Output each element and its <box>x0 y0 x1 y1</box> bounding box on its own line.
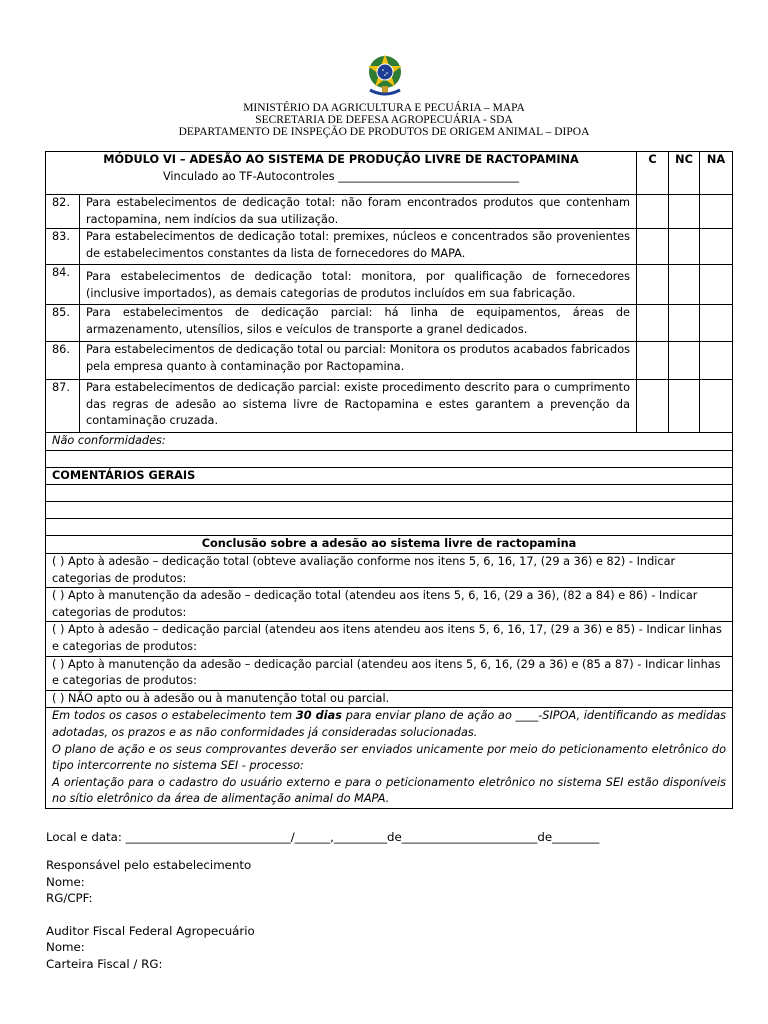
module-header-row <box>46 152 733 195</box>
conclusion-note <box>46 708 733 809</box>
ministry-heading: MINISTÉRIO DA AGRICULTURA E PECUÁRIA – MAPA <box>243 102 525 114</box>
department-heading: DEPARTAMENTO DE INSPEÇÃO DE PRODUTOS DE ORIGEM ANIMAL – DIPOA <box>178 126 590 138</box>
checklist-item-86 <box>46 342 733 380</box>
check-cell-na[interactable] <box>700 229 733 265</box>
column-na-header: NA <box>700 152 733 195</box>
deadline-days: 30 dias <box>295 709 342 723</box>
conclusion-option <box>46 656 733 690</box>
item-text: Para estabelecimentos de dedicação total: não foram encontrados produtos que contenham ractopamina, nem indícios da sua utilização. <box>80 195 637 229</box>
comments-header-row <box>46 467 733 485</box>
item-number: 82. <box>46 195 80 229</box>
comments-line <box>46 519 733 536</box>
local-date-line[interactable]: Local e data: ____________________________/______,_________de_______________________de________ <box>46 830 600 844</box>
comments-line <box>46 485 733 502</box>
item-number: 87. <box>46 380 80 433</box>
non-conformities-row <box>46 433 733 451</box>
non-conformities-label: Não conformidades: <box>46 433 733 451</box>
conclusion-option-text[interactable]: ( ) Apto à adesão – dedicação total (obteve avaliação conforme nos itens 5, 6, 16, 17, (29 a 36) e 82) - Indicar categorias de produtos: <box>46 553 733 587</box>
module-title: MÓDULO VI – ADESÃO AO SISTEMA DE PRODUÇÃO LIVRE DE RACTOPAMINA <box>103 153 579 166</box>
conclusion-option <box>46 588 733 622</box>
item-text: Para estabelecimentos de dedicação parcial: existe procedimento descrito para o cumprimento das regras de adesão ao sistema livre de Ractopamina e estes garantem a prevenção da contaminação cruzada. <box>80 380 637 433</box>
item-text: Para estabelecimentos de dedicação parcial: há linha de equipamentos, áreas de armazenamento, utensílios, silos e veículos de transporte a granel dedicados. <box>80 305 637 342</box>
item-number: 85. <box>46 305 80 342</box>
check-cell-na[interactable] <box>700 380 733 433</box>
conclusion-option-text[interactable]: ( ) NÃO apto ou à adesão ou à manutenção total ou parcial. <box>46 690 733 708</box>
comments-line <box>46 502 733 519</box>
deadline-note-text: para enviar plano de ação ao ____-SIPOA, identificando as medidas adotadas, os prazos e as não conformidades já consideradas solucionadas. <box>52 709 727 739</box>
check-cell-nc[interactable] <box>669 195 700 229</box>
conclusion-option-text[interactable]: ( ) Apto à adesão – dedicação parcial (atendeu aos itens atendeu aos itens 5, 6, 16, 17, (29 a 36) e 85) - Indicar linhas e categorias de produtos: <box>46 622 733 656</box>
coat-of-arms-emblem <box>364 52 406 100</box>
conclusion-option-text[interactable]: ( ) Apto à manutenção da adesão – dedicação parcial (atendeu aos itens 5, 6, 16, (29 a 36) e (85 a 87) - Indicar linhas e categorias de produtos: <box>46 656 733 690</box>
module-subtitle: Vinculado ao TF-Autocontroles ________________________________ <box>162 169 520 183</box>
responsible-rg-cpf-field[interactable]: RG/CPF: <box>46 891 93 905</box>
conclusion-option <box>46 553 733 587</box>
column-c-header: C <box>637 152 669 195</box>
conclusion-note-row <box>46 708 733 809</box>
auditor-fiscal-card-field[interactable]: Carteira Fiscal / RG: <box>46 957 163 971</box>
auditor-label: Auditor Fiscal Federal Agropecuário <box>46 924 255 938</box>
check-cell-c[interactable] <box>637 342 669 380</box>
check-cell-c[interactable] <box>637 229 669 265</box>
responsible-label: Responsável pelo estabelecimento <box>46 858 252 872</box>
item-text: Para estabelecimentos de dedicação total: monitora, por qualificação de fornecedores (inclusive importados), as demais categorias de produtos incluídos em sua fabricação. <box>80 265 637 305</box>
registration-note: A orientação para o cadastro do usuário externo e para o peticionamento eletrônico no sistema SEI estão disponíveis no sítio eletrônico da área de alimentação animal do MAPA. <box>52 775 726 806</box>
conclusion-title: Conclusão sobre a adesão ao sistema livre de ractopamina <box>46 536 733 554</box>
comments-label: COMENTÁRIOS GERAIS <box>46 467 733 485</box>
item-number: 84. <box>46 265 80 305</box>
check-cell-nc[interactable] <box>669 380 700 433</box>
non-conformities-field[interactable] <box>46 450 733 467</box>
checklist-item-83 <box>46 229 733 265</box>
check-cell-c[interactable] <box>637 265 669 305</box>
deadline-note <box>52 708 726 741</box>
check-cell-nc[interactable] <box>669 342 700 380</box>
checklist-table <box>45 151 733 809</box>
item-number: 83. <box>46 229 80 265</box>
conclusion-option-text[interactable]: ( ) Apto à manutenção da adesão – dedicação total (atendeu aos itens 5, 6, 16, (29 a 36), (82 a 84) e 86) - Indicar categorias de produtos: <box>46 588 733 622</box>
submission-note: O plano de ação e os seus comprovantes deverão ser enviados unicamente por meio do peticionamento eletrônico do tipo intercorrente no sistema SEI - processo: <box>52 742 726 773</box>
module-header <box>46 152 637 195</box>
check-cell-na[interactable] <box>700 305 733 342</box>
secretariat-heading: SECRETARIA DE DEFESA AGROPECUÁRIA - SDA <box>255 114 513 126</box>
comments-field[interactable] <box>46 502 733 519</box>
item-text: Para estabelecimentos de dedicação total ou parcial: Monitora os produtos acabados fabricados pela empresa quanto à contaminação por Ractopamina. <box>80 342 637 380</box>
comments-field[interactable] <box>46 519 733 536</box>
check-cell-na[interactable] <box>700 195 733 229</box>
check-cell-na[interactable] <box>700 265 733 305</box>
conclusion-header-row <box>46 536 733 554</box>
checklist-item-84 <box>46 265 733 305</box>
item-text: Para estabelecimentos de dedicação total: premixes, núcleos e concentrados são provenientes de estabelecimentos constantes da lista de fornecedores do MAPA. <box>80 229 637 265</box>
item-number: 86. <box>46 342 80 380</box>
auditor-name-field[interactable]: Nome: <box>46 940 85 954</box>
column-nc-header: NC <box>669 152 700 195</box>
non-conformities-entry <box>46 450 733 467</box>
check-cell-nc[interactable] <box>669 229 700 265</box>
conclusion-option <box>46 690 733 708</box>
checklist-item-82 <box>46 195 733 229</box>
responsible-name-field[interactable]: Nome: <box>46 875 85 889</box>
comments-field[interactable] <box>46 485 733 502</box>
check-cell-na[interactable] <box>700 342 733 380</box>
check-cell-c[interactable] <box>637 195 669 229</box>
check-cell-nc[interactable] <box>669 305 700 342</box>
check-cell-c[interactable] <box>637 305 669 342</box>
checklist-item-87 <box>46 380 733 433</box>
check-cell-c[interactable] <box>637 380 669 433</box>
checklist-item-85 <box>46 305 733 342</box>
deadline-note-text: Em todos os casos o estabelecimento tem <box>52 709 296 723</box>
conclusion-option <box>46 622 733 656</box>
check-cell-nc[interactable] <box>669 265 700 305</box>
